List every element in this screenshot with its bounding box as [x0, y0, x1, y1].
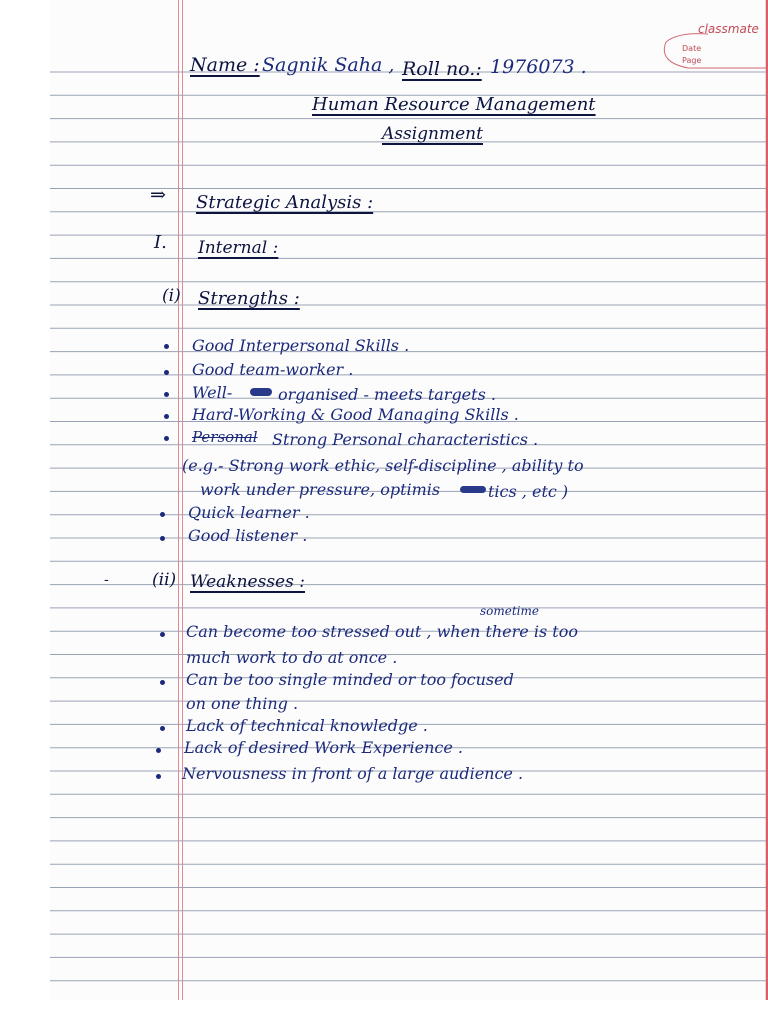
strength-example-line1: (e.g.- Strong work ethic, self-discipline , ability to	[182, 456, 584, 475]
weakness-item-cont: much work to do at once .	[186, 648, 398, 667]
weakness-item: Lack of desired Work Experience .	[184, 738, 464, 757]
section-heading: Strategic Analysis :	[196, 192, 374, 213]
weakness-item: Nervousness in front of a large audience .	[182, 764, 524, 783]
page-title: Human Resource Management	[312, 94, 596, 115]
strength-example-line2: work under pressure, optimis	[200, 480, 441, 499]
bullet-icon	[160, 726, 165, 731]
weaknesses-number: (ii)	[152, 570, 177, 590]
bullet-icon	[164, 344, 169, 349]
weakness-item: Can be too single minded or too focused	[186, 670, 514, 689]
bullet-icon	[160, 536, 165, 541]
bullet-icon	[164, 392, 169, 397]
bullet-icon	[160, 632, 165, 637]
margin-line	[178, 0, 179, 1000]
bullet-icon	[164, 414, 169, 419]
date-label: Date	[682, 44, 702, 53]
strength-example-line2-end: tics , etc )	[488, 482, 569, 501]
scribble-mark	[460, 486, 486, 493]
weakness-item: Lack of technical knowledge .	[186, 716, 428, 735]
strength-item: Strong Personal characteristics .	[272, 430, 539, 449]
ruled-lines	[50, 0, 766, 1000]
strength-item: Hard-Working & Good Managing Skills .	[192, 405, 519, 424]
strength-item-prefix: Well-	[192, 383, 233, 402]
bullet-icon	[156, 774, 161, 779]
name-value: Sagnik Saha ,	[262, 54, 395, 76]
page-subtitle: Assignment	[382, 124, 483, 144]
strengths-label: Strengths :	[198, 288, 300, 309]
bullet-icon	[164, 370, 169, 375]
strength-item: organised - meets targets .	[278, 385, 496, 404]
strengths-number: (i)	[162, 286, 181, 306]
scribble-mark	[250, 388, 272, 396]
internal-number: I.	[154, 232, 167, 253]
dash-mark: -	[104, 572, 109, 588]
weakness-item-cont: on one thing .	[186, 694, 299, 713]
page-label: Page	[682, 56, 702, 65]
struck-word: Personal	[192, 428, 258, 446]
strength-item: Quick learner .	[188, 503, 310, 522]
arrow-icon: ⇒	[150, 184, 166, 206]
roll-label: Roll no.:	[402, 58, 482, 80]
notebook-page	[50, 0, 768, 1000]
bullet-icon	[156, 748, 161, 753]
weakness-item: Can become too stressed out , when there is too	[186, 622, 578, 641]
roll-value: 1976073 .	[490, 56, 587, 78]
name-label: Name :	[190, 54, 260, 76]
weaknesses-label: Weaknesses :	[190, 572, 305, 592]
internal-label: Internal :	[198, 238, 279, 258]
bullet-icon	[160, 512, 165, 517]
margin-line-inner	[182, 0, 183, 1000]
bullet-icon	[164, 436, 169, 441]
strength-item: Good team-worker .	[192, 360, 354, 379]
strength-item: Good Interpersonal Skills .	[192, 336, 410, 355]
inserted-word: sometime	[480, 604, 540, 618]
brand-name: classmate	[698, 22, 759, 36]
strength-item: Good listener .	[188, 526, 308, 545]
brand-stamp	[648, 22, 768, 74]
bullet-icon	[160, 680, 165, 685]
